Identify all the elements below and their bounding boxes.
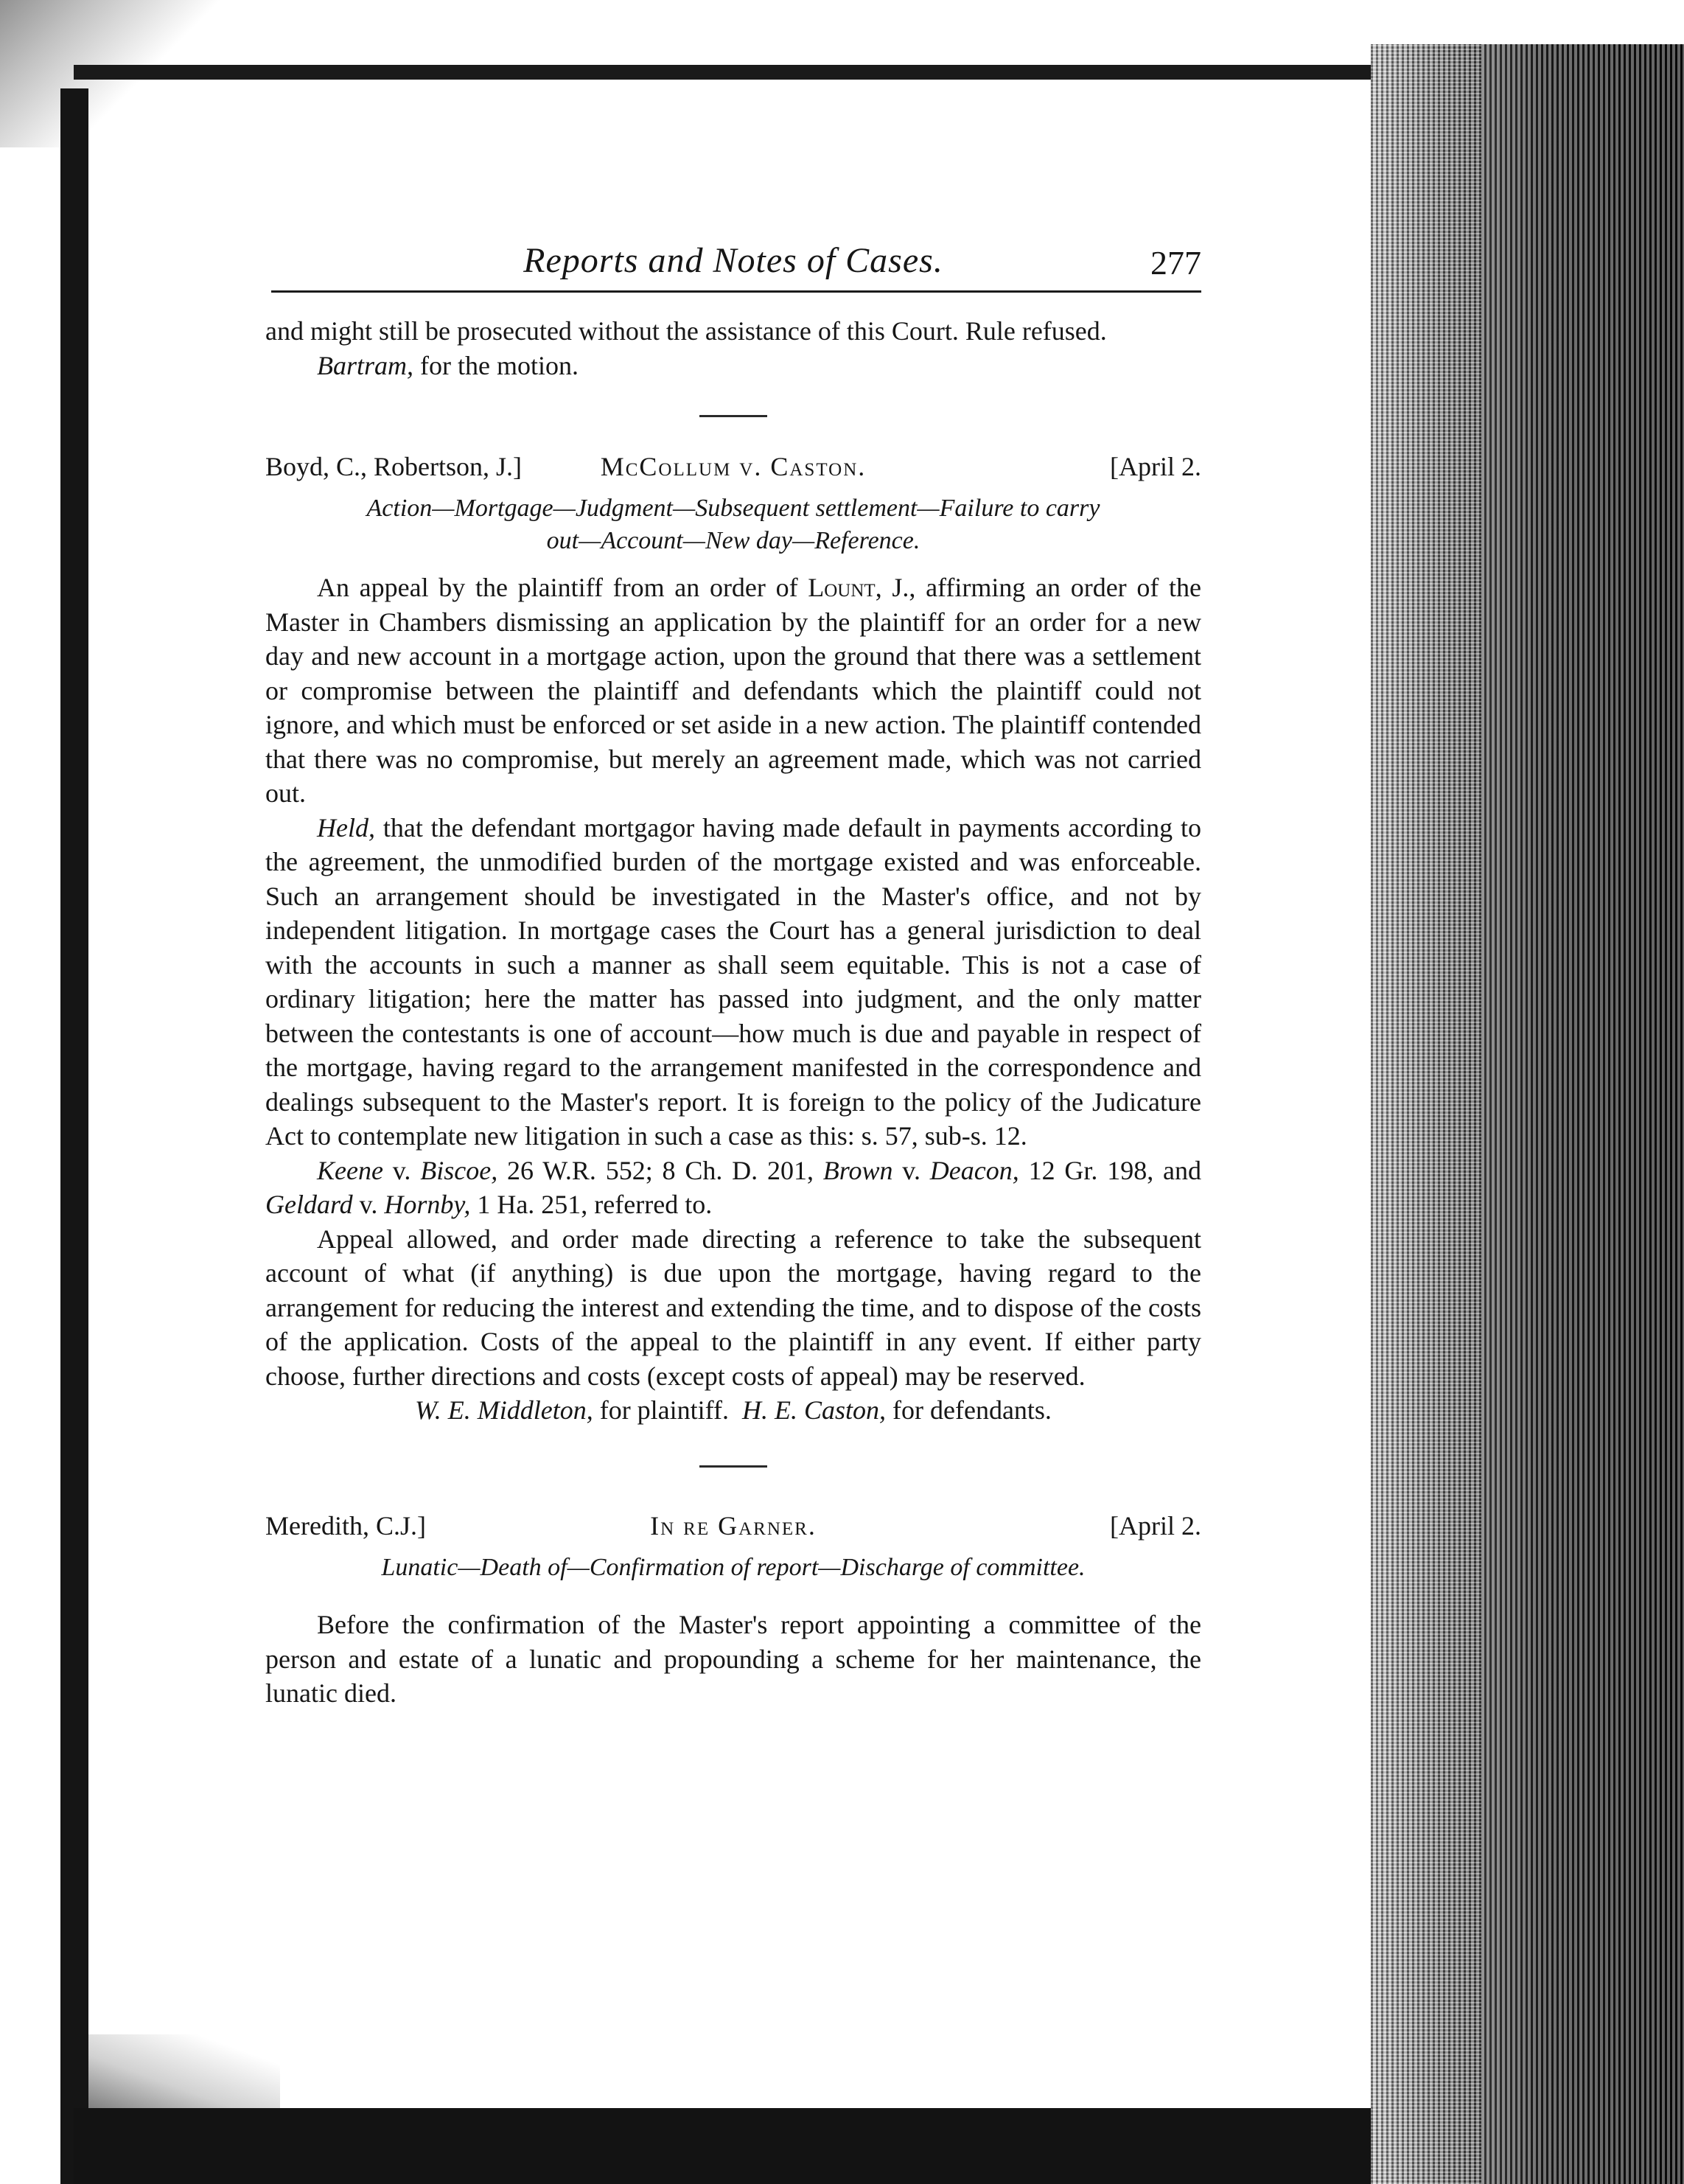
- text-run: v.: [382, 1155, 421, 1185]
- text-run: v.: [892, 1155, 930, 1185]
- text-run: v.: [352, 1190, 385, 1219]
- text-run: An appeal by the plaintiff from an order of: [317, 573, 808, 602]
- catchwords-line: Lunatic—Death of—Confirmation of report—Discharge of committee.: [381, 1554, 1086, 1581]
- case-name: Hornby,: [384, 1190, 471, 1219]
- case-judges: Boyd, C., Robertson, J.]: [265, 452, 523, 481]
- held-label: Held,: [317, 812, 375, 842]
- scan-bottom-shadow: [88, 2034, 280, 2115]
- scan-left-edge: [60, 88, 88, 2184]
- judge-name: Lount: [808, 573, 876, 602]
- scan-bottom-edge: [74, 2108, 1386, 2184]
- held-paragraph: [265, 811, 1201, 1154]
- book-gutter-texture: [1371, 44, 1481, 2184]
- case-name: Deacon,: [929, 1155, 1019, 1185]
- counsel-name: Bartram,: [317, 350, 414, 380]
- page-number: 277: [1150, 244, 1201, 282]
- text-run: 1 Ha. 251, referred to.: [470, 1190, 713, 1219]
- text-run: 26 W.R. 552; 8 Ch. D. 201,: [497, 1155, 823, 1185]
- case-paragraph: Before the confirmation of the Master's report appointing a committee of the person and estate of a lunatic and propounding a scheme for her maintenance, the lunatic died.: [265, 1610, 1201, 1708]
- case-name: Brown: [822, 1155, 893, 1185]
- case-catchwords: [265, 1552, 1201, 1584]
- catchwords-line: Action—Mortgage—Judgment—Subsequent settlement—Failure to carry: [366, 495, 1100, 522]
- text-run: 12 Gr. 198, and: [1019, 1155, 1201, 1185]
- citations-paragraph: [265, 1154, 1201, 1222]
- held-text: that the defendant mortgagor having made default in payments according to the agreement, the unmodified burden of the mortgage existed and was enforceable. Such an arrangement should be investigated in the Master's office, and not by independent litigation. In mortgage cases the Court has a general jurisdiction to deal with the accounts in such a manner as shall seem equitable. This is not a case of ordinary litigation; here the matter has passed into judgment, and the only matter between the contestants is one of account—how much is due and payable in respect of the mortgage, having regard to the arrangement manifested in the correspondence and dealings subsequent to the Master's report. It is foreign to the policy of the Judicature Act to contemplate new litigation in such a case as this: s. 57, sub-s. 12.: [265, 812, 1201, 1151]
- carryover-counsel: [265, 349, 1201, 383]
- case-name: Geldard: [265, 1190, 353, 1219]
- section-separator: [699, 415, 767, 417]
- catchwords-line: out—Account—New day—Reference.: [546, 527, 920, 554]
- case-title: McCollum v. Caston.: [600, 452, 867, 481]
- section-separator: [699, 1465, 767, 1468]
- case-judges: Meredith, C.J.]: [265, 1511, 426, 1541]
- case-date: [April 2.: [1110, 452, 1201, 481]
- order-paragraph: Appeal allowed, and order made directing a reference to take the subsequent account of what (if anything) is due upon the mortgage, having regard to the arrangement for reducing the interest and extending the time, and to dispose of the costs of the application. Costs of the appeal to the plaintiff in any event. If either party choose, further directions and costs (except costs of appeal) may be reserved.: [265, 1224, 1201, 1391]
- carryover-paragraph: and might still be prosecuted without the assistance of this Court. Rule refused.: [265, 316, 1107, 346]
- case-date: [April 2.: [1110, 1511, 1201, 1541]
- running-head-title: Reports and Notes of Cases.: [523, 241, 943, 280]
- case-heading: [265, 1509, 1201, 1544]
- counsel-role: for defendants.: [886, 1395, 1052, 1425]
- case-heading: [265, 450, 1201, 485]
- counsel-role: for plaintiff.: [593, 1395, 729, 1425]
- counsel-line: [265, 1393, 1201, 1427]
- book-page: [265, 228, 1201, 1711]
- counsel-name: H. E. Caston,: [742, 1395, 887, 1425]
- case-name: Biscoe,: [420, 1155, 498, 1185]
- running-head: [265, 228, 1201, 287]
- text-run: , J., affirming an order of the Master in Chambers dismissing an application by the plaintiff for an order for a new day and new account in a mortgage action, upon the ground that there was a settlement or compromise between the plaintiff and defendants which the plaintiff could not ignore, and which must be enforced or set aside in a new action. The plaintiff contended that there was no compromise, but merely an agreement made, which was not carried out.: [265, 573, 1201, 808]
- case-catchwords: [265, 492, 1201, 557]
- case-title: In re Garner.: [650, 1511, 817, 1541]
- case-name: Keene: [317, 1155, 383, 1185]
- counsel-role: for the motion.: [413, 350, 579, 380]
- running-head-rule: [271, 290, 1201, 293]
- scan-top-edge: [74, 65, 1415, 80]
- case-paragraph: [265, 571, 1201, 811]
- counsel-name: W. E. Middleton,: [415, 1395, 593, 1425]
